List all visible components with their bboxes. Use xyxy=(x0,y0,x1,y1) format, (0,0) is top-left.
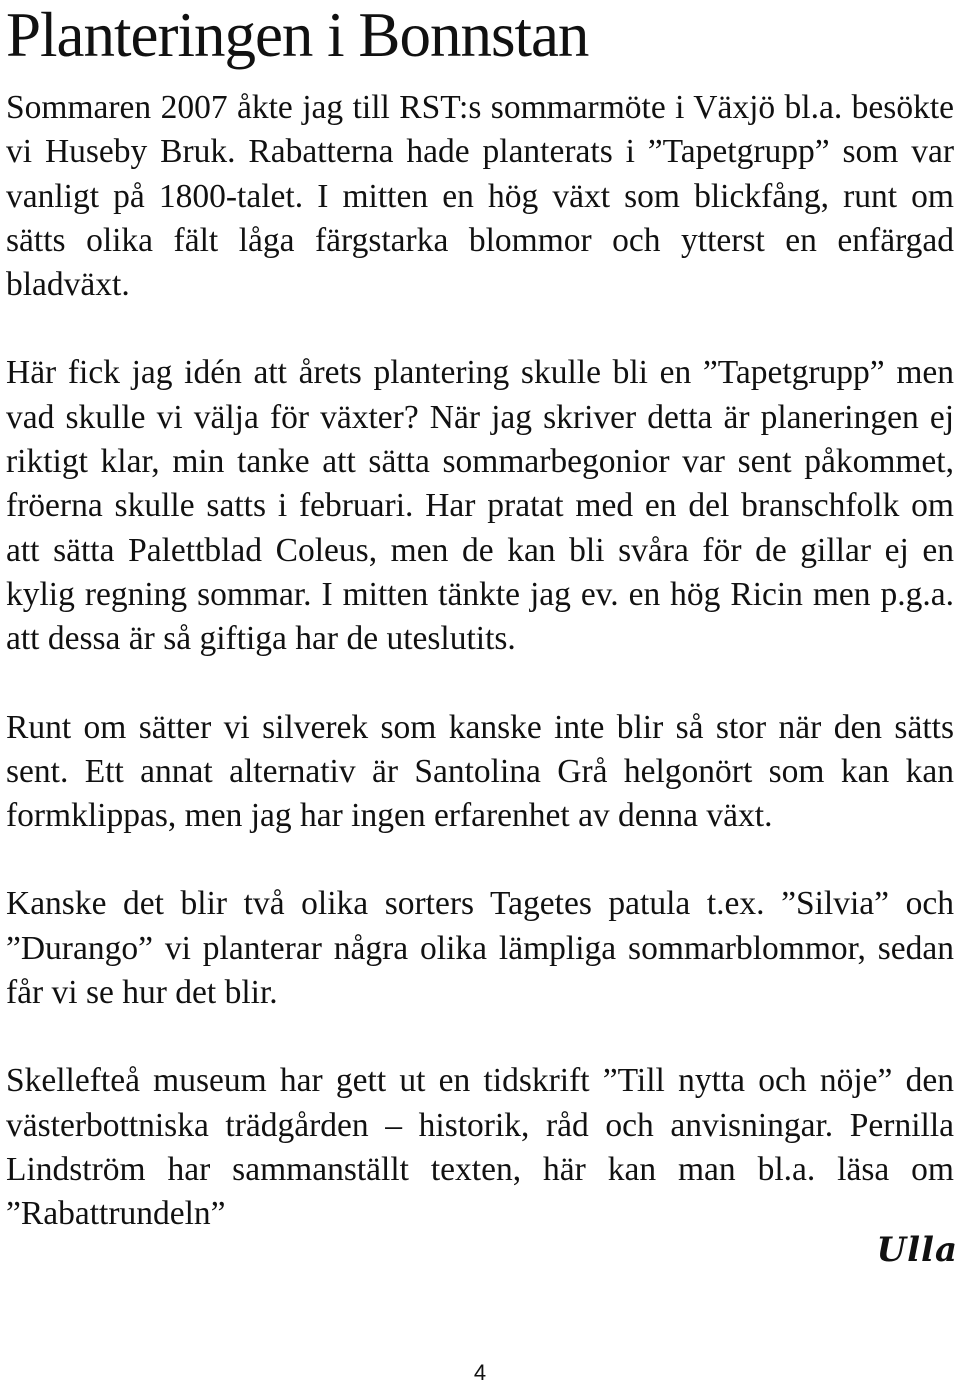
paragraph-5: Skellefteå museum har gett ut en tidskrift ”Till nytta och nöje” den västerbottniska trädgården – historik, råd och anvisningar. Pernilla Lindström har sammanställt texten, här kan man bl.a. läsa om ”Rabattrundeln” xyxy=(6,1062,954,1233)
paragraph-2: Här fick jag idén att årets plantering skulle bli en ”Tapetgrupp” men vad skulle vi välja för växter? När jag skriver detta är planeringen ej riktigt klar, min tanke att sätta sommarbegonior var sent påkommet, fröerna skulle satts i februari. Har pratat med en del branschfolk om att sätta Palettblad Coleus, men de kan bli svåra för de gillar ej en kylig regning sommar. I mitten tänkte jag ev. en hög Ricin men p.g.a. att dessa är så giftiga har de uteslutits. xyxy=(6,354,954,658)
paragraph-4: Kanske det blir två olika sorters Tagetes patula t.ex. ”Silvia” och ”Durango” vi planterar några olika lämpliga sommarblommor, sedan får vi se hur det blir. xyxy=(6,885,954,1012)
author-signature: Ulla xyxy=(876,1230,958,1270)
article-title: Planteringen i Bonnstan xyxy=(6,0,589,70)
article xyxy=(6,0,954,1237)
paragraph-3: Runt om sätter vi silverek som kanske inte blir så stor när den sätts sent. Ett annat alternativ är Santolina Grå helgonört som kan kan formklippas, men jag har ingen erfarenhet av denna växt. xyxy=(6,708,954,835)
paragraph-1: Sommaren 2007 åkte jag till RST:s sommarmöte i Växjö bl.a. besökte vi Huseby Bruk. Rabatterna hade planterats i ”Tapetgrupp” som var vanligt på 1800-talet. I mitten en hög växt som blickfång, runt om sätts olika fält låga färgstarka blommor och ytterst en enfärgad bladväxt. xyxy=(6,89,954,304)
page-number: 4 xyxy=(473,1360,487,1385)
